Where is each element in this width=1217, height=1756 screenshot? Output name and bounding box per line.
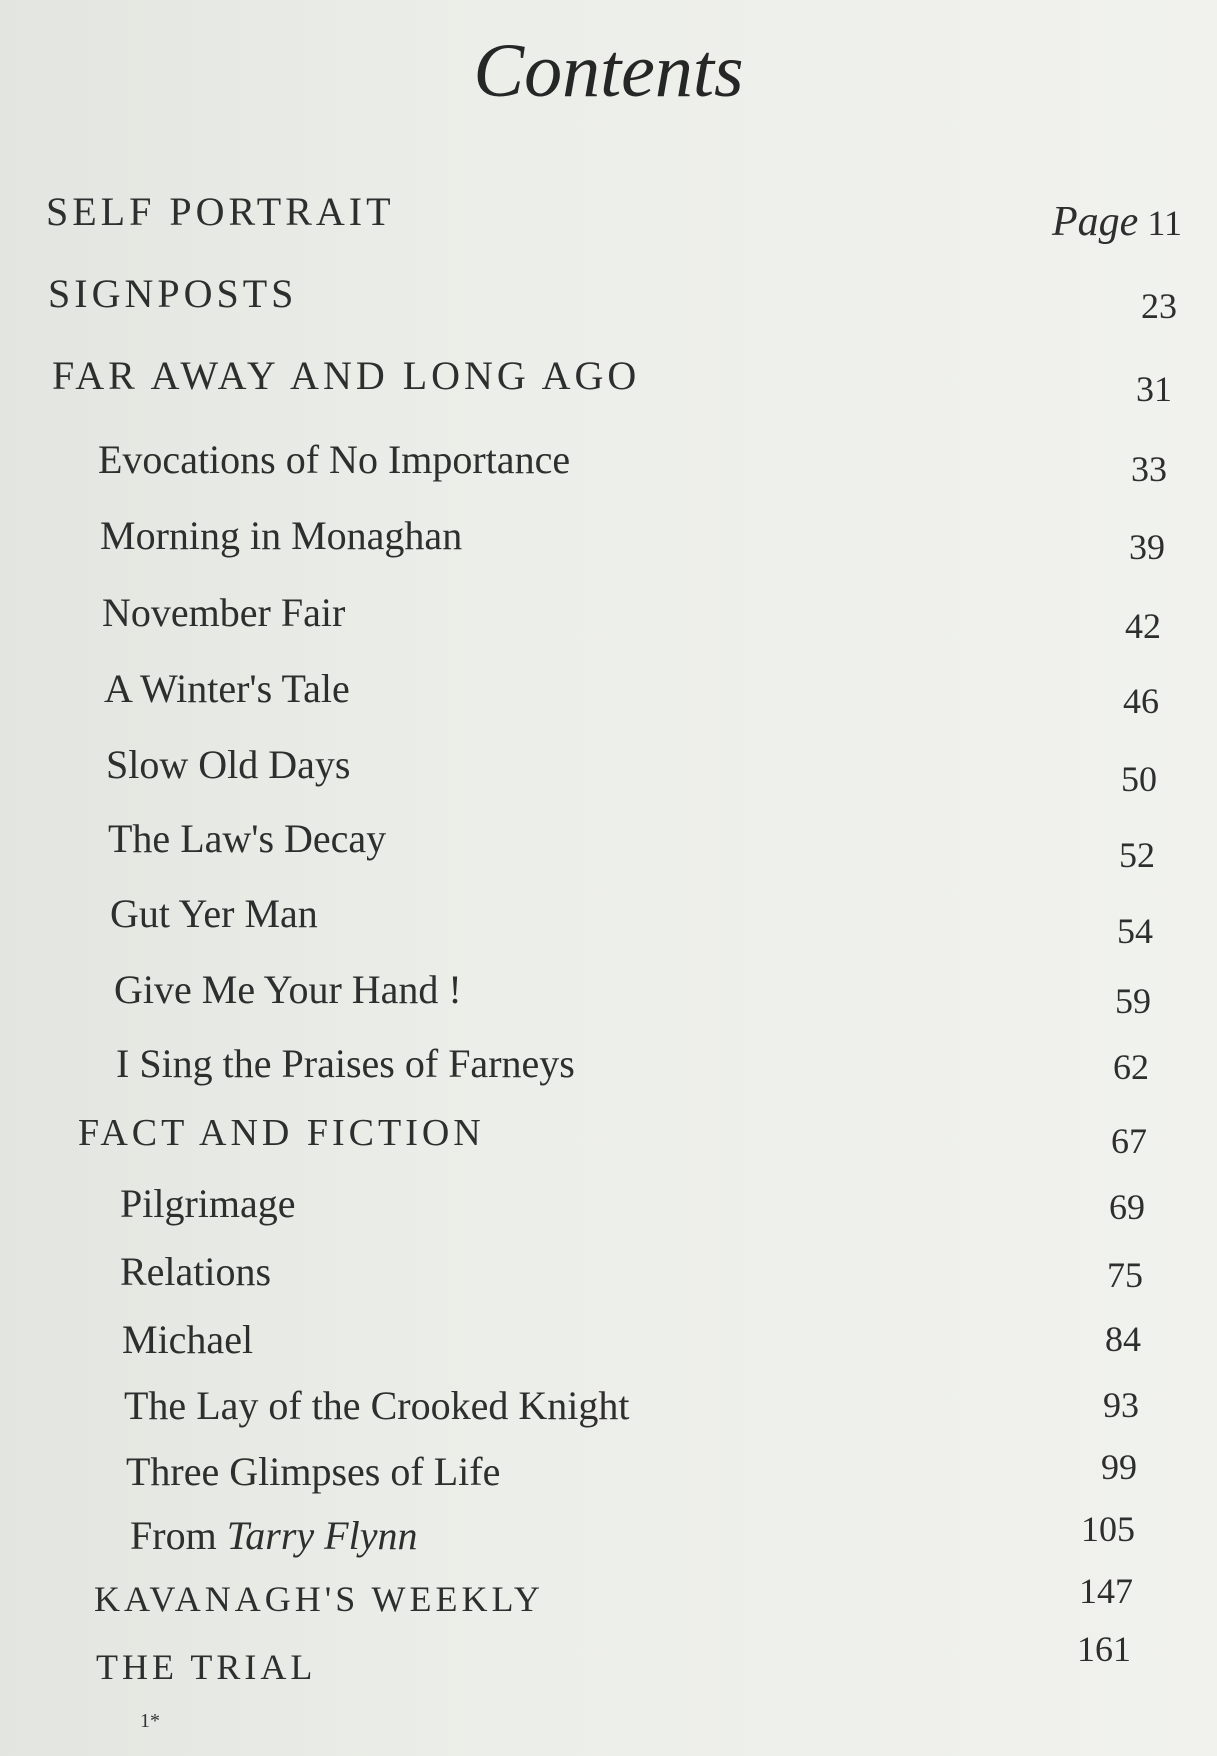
toc-page-fact-and-fiction: 67 <box>1111 1121 1147 1161</box>
toc-entry-i-sing: I Sing the Praises of Farneys <box>116 1041 575 1086</box>
toc-page-signposts: 23 <box>1141 286 1177 326</box>
toc-entry-pilgrimage: Pilgrimage <box>120 1181 296 1226</box>
toc-page-morning: 39 <box>1129 527 1165 567</box>
toc-entry-three-glimpses: Three Glimpses of Life <box>126 1449 501 1494</box>
toc-entry-slow-old-days: Slow Old Days <box>106 742 351 787</box>
toc-entry-lay-of-crooked-knight: The Lay of the Crooked Knight <box>124 1383 630 1428</box>
toc-page-lay-of-crooked-knight: 93 <box>1103 1385 1139 1425</box>
toc-page-evocations: 33 <box>1131 449 1167 489</box>
toc-entry-from-tarry-flynn <box>130 1512 417 1559</box>
toc-page-far-away: 31 <box>1136 369 1172 409</box>
toc-entry-the-trial: THE TRIAL <box>96 1647 317 1687</box>
toc-page-i-sing: 62 <box>1113 1047 1149 1087</box>
toc-entry-winters-tale: A Winter's Tale <box>104 666 350 711</box>
toc-page-november-fair: 42 <box>1125 606 1161 646</box>
toc-entry-give-me-your-hand: Give Me Your Hand ! <box>114 967 462 1012</box>
page-label: Page <box>1052 199 1139 245</box>
entry-prefix: From <box>130 1513 217 1558</box>
toc-entry-november-fair: November Fair <box>102 590 346 635</box>
toc-page-from-tarry-flynn: 105 <box>1081 1509 1135 1549</box>
entry-italic-title: Tarry Flynn <box>226 1513 418 1558</box>
toc-entry-far-away: FAR AWAY AND LONG AGO <box>52 353 641 398</box>
toc-entry-signposts: SIGNPOSTS <box>48 271 298 316</box>
toc-page-michael: 84 <box>1105 1319 1141 1359</box>
toc-entry-michael: Michael <box>122 1317 254 1362</box>
toc-page-self-portrait <box>1052 198 1182 246</box>
signature-mark: 1* <box>140 1710 160 1732</box>
toc-entry-evocations: Evocations of No Importance <box>98 437 571 482</box>
page-title: Contents <box>473 29 744 113</box>
toc-page-the-trial: 161 <box>1077 1629 1131 1669</box>
toc-entry-kavanaghs-weekly: KAVANAGH'S WEEKLY <box>94 1579 544 1619</box>
toc-page-pilgrimage: 69 <box>1109 1187 1145 1227</box>
toc-page-give-me-your-hand: 59 <box>1115 981 1151 1021</box>
toc-page-laws-decay: 52 <box>1119 835 1155 875</box>
toc-entry-gut-yer-man: Gut Yer Man <box>110 891 318 936</box>
toc-page-kavanaghs-weekly: 147 <box>1079 1571 1133 1611</box>
toc-entry-morning: Morning in Monaghan <box>100 513 463 558</box>
toc-entry-relations: Relations <box>120 1249 272 1294</box>
toc-entry-fact-and-fiction: FACT AND FICTION <box>78 1112 485 1154</box>
toc-page-winters-tale: 46 <box>1123 681 1159 721</box>
toc-entry-laws-decay: The Law's Decay <box>108 816 387 861</box>
toc-page-three-glimpses: 99 <box>1101 1447 1137 1487</box>
toc-page-relations: 75 <box>1107 1255 1143 1295</box>
toc-page-gut-yer-man: 54 <box>1117 911 1153 951</box>
page-number: 11 <box>1147 203 1182 243</box>
toc-entry-self-portrait: SELF PORTRAIT <box>46 189 395 234</box>
toc-page-slow-old-days: 50 <box>1121 759 1157 799</box>
